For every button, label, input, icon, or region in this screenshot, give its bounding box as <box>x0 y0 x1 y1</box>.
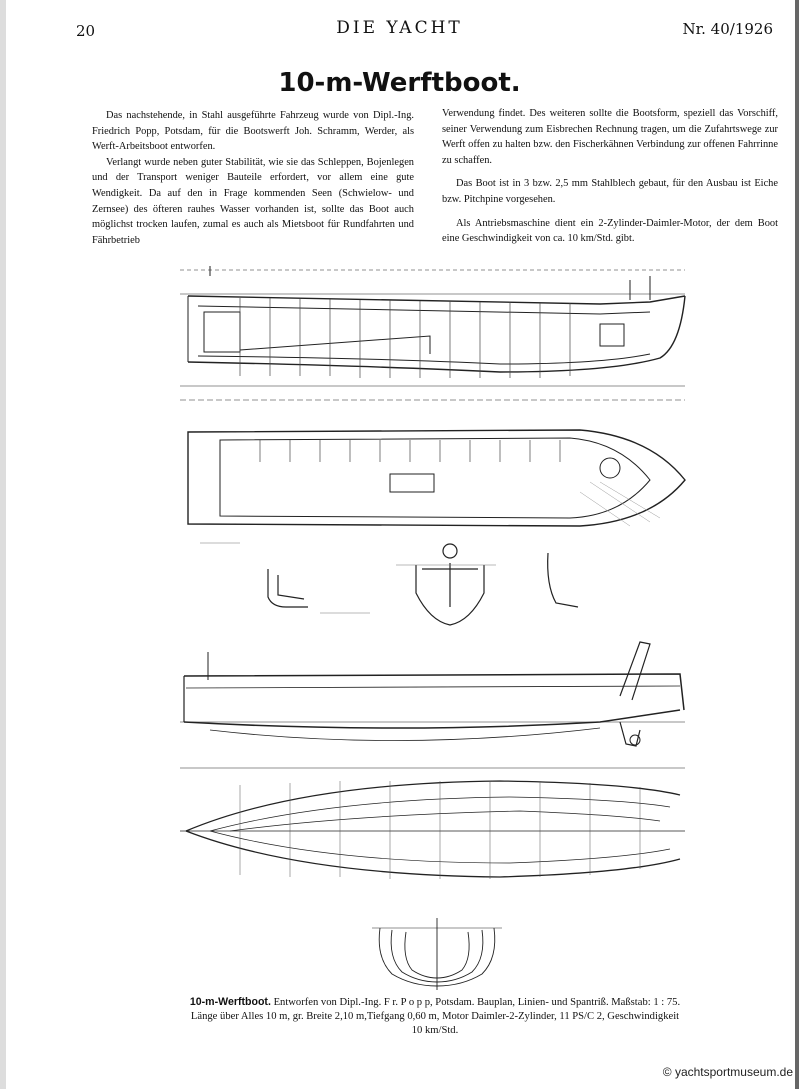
deck-plan-drawing <box>180 422 690 532</box>
scan-edge-right <box>795 0 799 1089</box>
paragraph: Als Antriebsmaschine dient ein 2-Zylinder-Daimler-Motor, der dem Boot eine Geschwindigkeit von ca. 10 km/Std. gibt. <box>442 217 778 245</box>
cross-sections-drawing <box>200 535 590 630</box>
lines-plan-drawing <box>180 775 690 885</box>
paragraph: Verwendung findet. Des weiteren sollte die Bootsform, speziell das Vorschiff, seiner Verwendung zum Eisbrechen Rechnung tragen, um die Zufahrtswege zur Werft offen zu halten bzw. den Fischerkähnen Verbindung zur offenen Fahrrinne zu schaffen. <box>442 108 778 166</box>
scan-edge-left <box>0 0 6 1089</box>
paragraph: Verlangt wurde neben guter Stabilität, wie sie das Schleppen, Bojenlegen und der Transport weniger Bauteile erfordert, vor allem eine gute Wendigkeit. Da auf den in Frage kommenden Seen (Schwielow- und Zernsee) des öfteren rauhes Wasser vorhanden ist, sollte das Boot auch möglichst trocken laufen, zumal es auch als Mietsboot für Rundfahrten und Fährbetrieb <box>92 156 414 246</box>
issue-number: Nr. 40/1926 <box>682 20 773 38</box>
paragraph: Das Boot ist in 3 bzw. 2,5 mm Stahlblech gebaut, für den Ausbau ist Eiche bzw. Pitchpine vorgesehen. <box>442 178 778 205</box>
caption-text: Entworfen von Dipl.-Ing. F r. P o p p, Potsdam. Bauplan, Linien- und Spantriß. Maßstab: 1 : 75. Länge über Alles 10 m, gr. Breite 2,10 m,Tiefgang 0,60 m, Motor Daimler-2-Zylinder, 11 PS/C 2, Geschwindigkeit 10 km/Std. <box>190 997 681 1036</box>
figure-caption <box>186 995 684 1038</box>
journal-title: DIE YACHT <box>336 18 463 38</box>
body-plan-drawing <box>372 918 502 990</box>
outboard-profile-drawing <box>180 640 690 765</box>
right-column <box>442 106 778 247</box>
watermark: © yachtsportmuseum.de <box>662 1065 793 1079</box>
article-title: 10-m-Werftboot. <box>278 68 521 98</box>
paragraph: Das nachstehende, in Stahl ausgeführte Fahrzeug wurde von Dipl.-Ing. Friedrich Popp, Potsdam, für die Bootswerft Joh. Schramm, Werder, als Werft-Arbeitsboot entworfen. <box>92 110 414 153</box>
longitudinal-section-drawing <box>180 266 690 416</box>
left-column <box>92 108 414 248</box>
page-number: 20 <box>76 22 96 40</box>
caption-title: 10-m-Werftboot. <box>189 996 271 1008</box>
